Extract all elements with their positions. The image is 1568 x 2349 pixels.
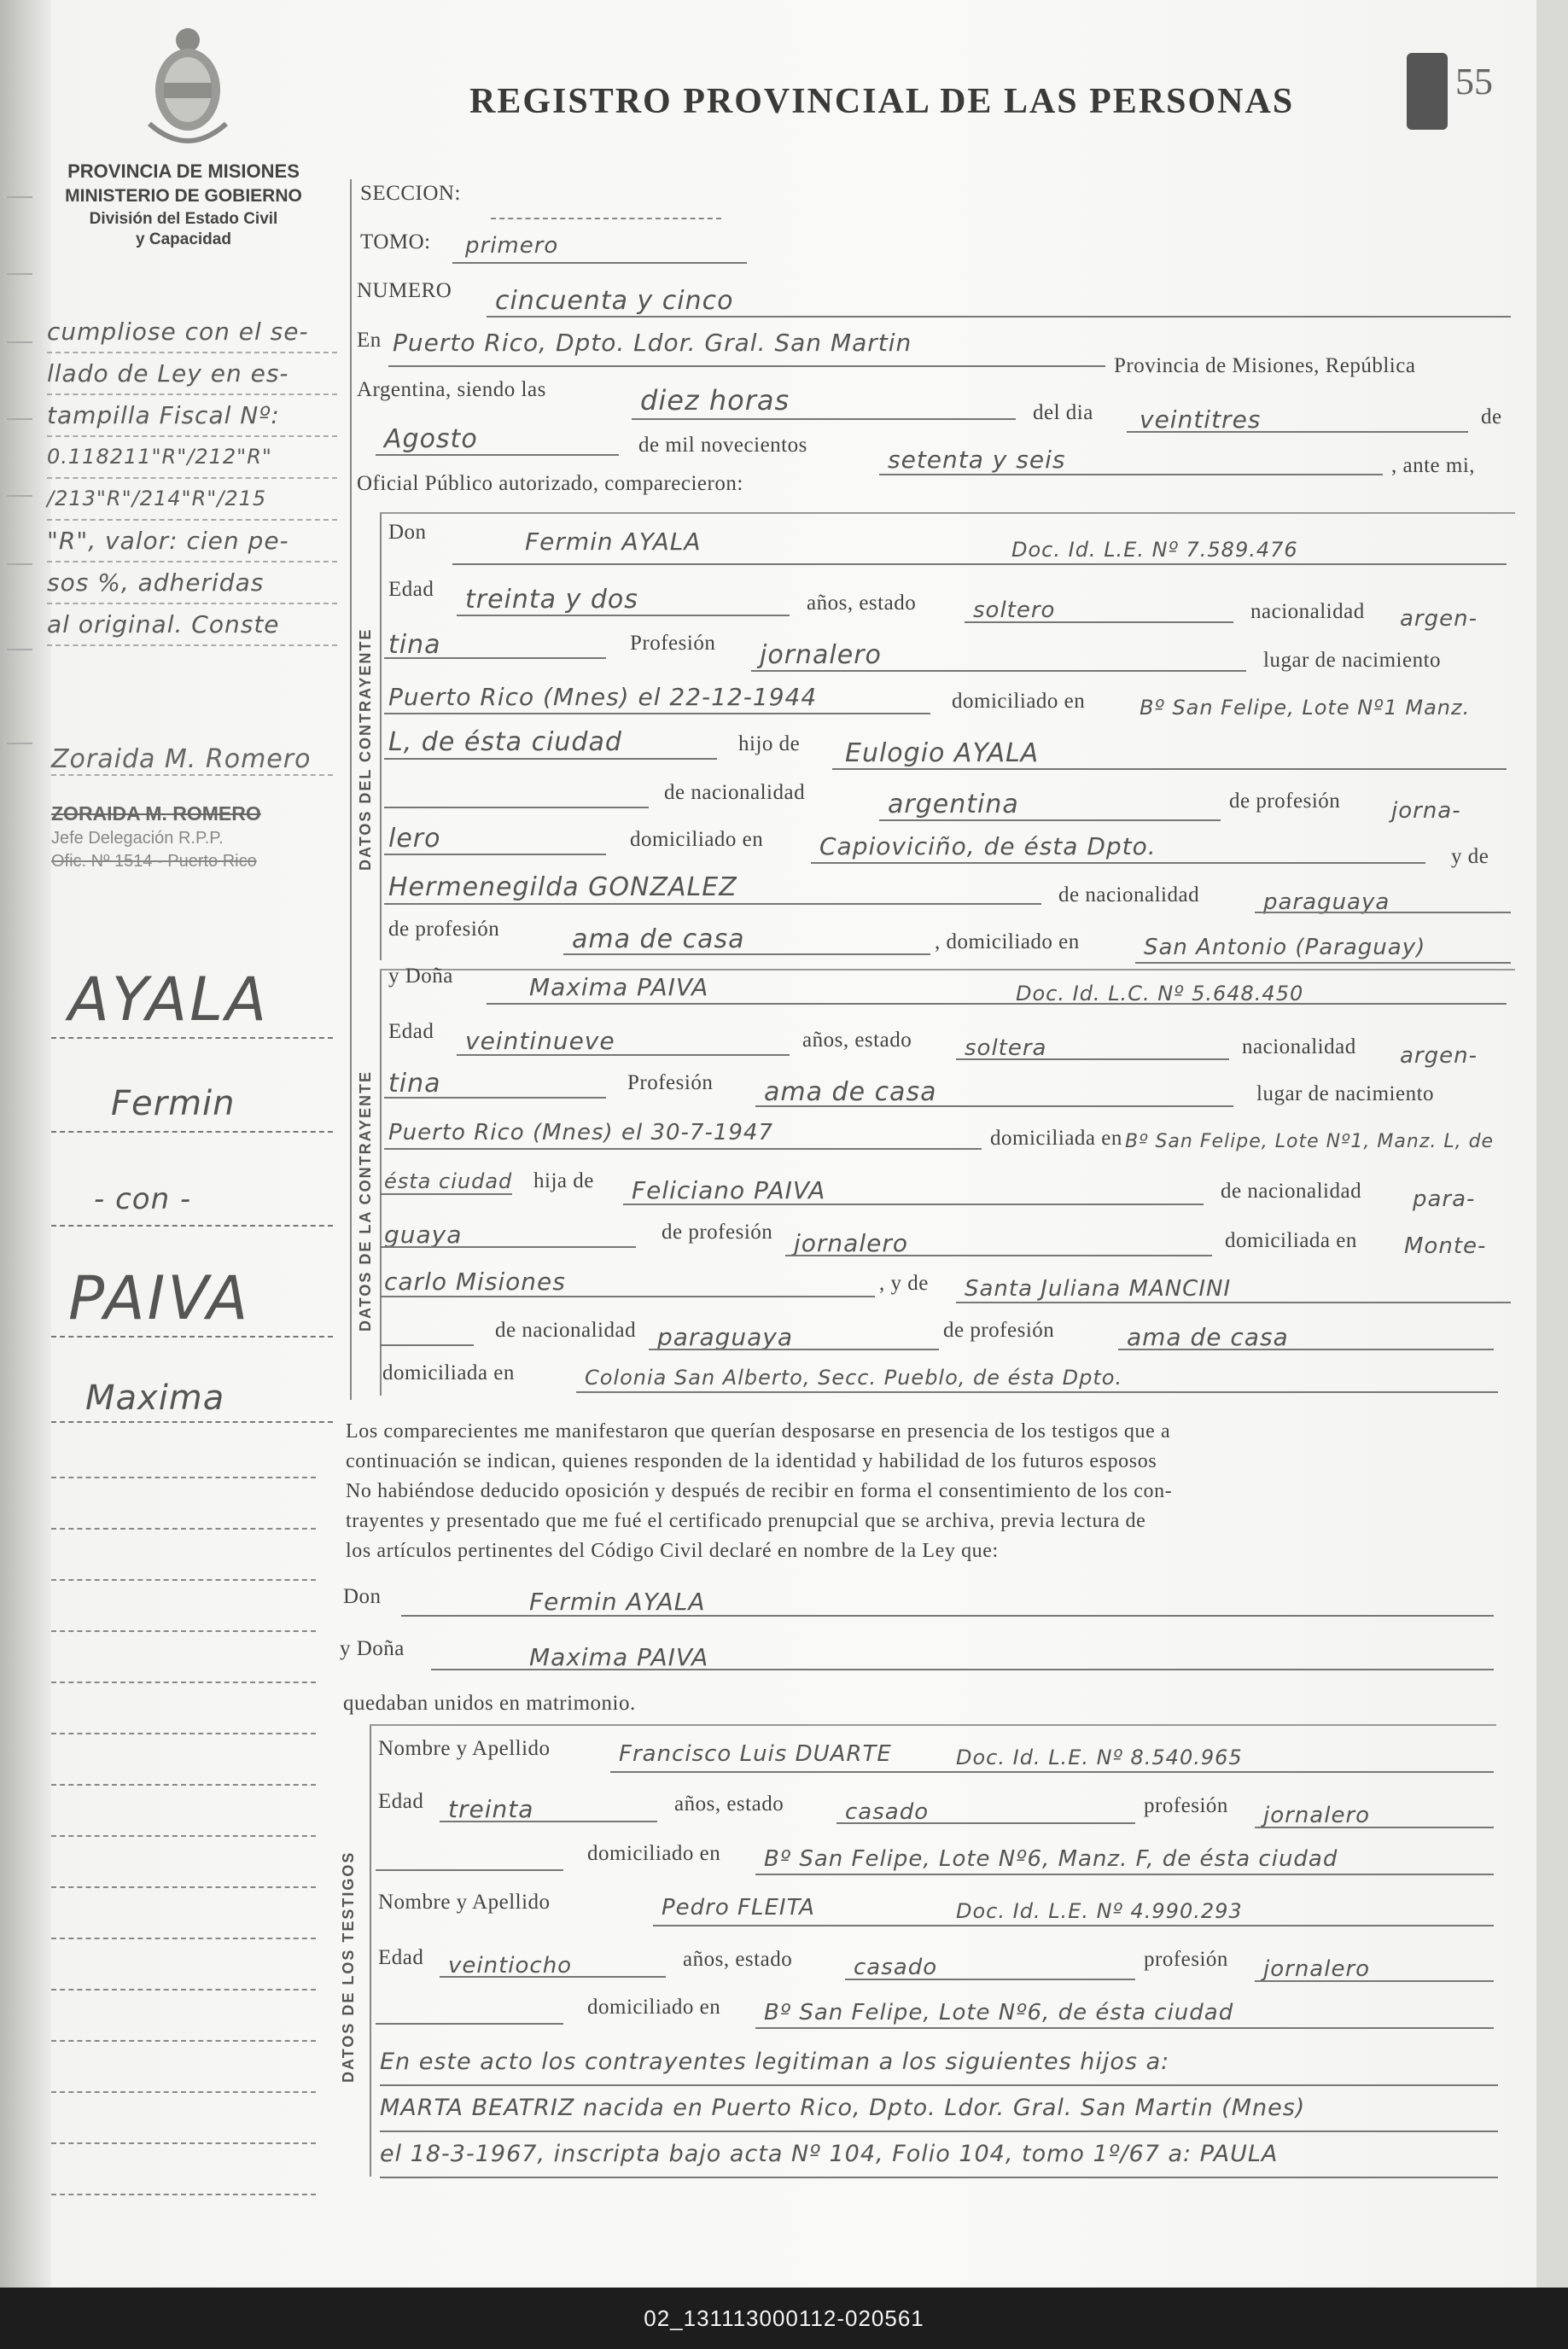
de-prof2-label: de profesión — [662, 1221, 773, 1244]
padre-dom-label: domiciliado en — [630, 828, 764, 851]
bride-birth: Puerto Rico (Mnes) el 30-7-1947 — [388, 1120, 774, 1145]
groom-mother-profession: ama de casa — [572, 924, 745, 954]
en-label: En — [357, 329, 382, 352]
section-label-contrayente: DATOS DEL CONTRAYENTE — [357, 627, 374, 871]
y-de-label: y de — [1451, 845, 1489, 868]
declaration-line: Los comparecientes me manifestaron que querían desposarse en presencia de los testigos que a — [346, 1420, 1171, 1443]
bride-nationality-b: tina — [388, 1069, 441, 1099]
anio-value: setenta y seis — [888, 446, 1066, 474]
argentina-text: Argentina, siendo las — [357, 378, 546, 401]
de-nac2-label: de nacionalidad — [1221, 1180, 1362, 1203]
tomo-label: TOMO: — [360, 230, 431, 254]
section-label-testigos: DATOS DE LOS TESTIGOS — [340, 1851, 357, 2083]
de-nac-label: de nacionalidad — [664, 781, 806, 804]
witness2-name: Pedro FLEITA — [662, 1895, 815, 1921]
padre-dom2-label: domiciliada en — [1225, 1229, 1357, 1252]
section-label-contrayenta: DATOS DE LA CONTRAYENTE — [357, 1070, 374, 1332]
groom-father-profession-a: jorna- — [1391, 798, 1461, 824]
groom-mother-address: San Antonio (Paraguay) — [1144, 935, 1426, 960]
provincia-text: Provincia de Misiones, República — [1114, 354, 1416, 377]
witness1-status: casado — [845, 1799, 930, 1825]
t2-estado-label: años, estado — [683, 1948, 793, 1971]
hora-value: diez horas — [640, 384, 790, 417]
witness2-status: casado — [854, 1955, 938, 1980]
ante-label: , ante mi, — [1391, 454, 1476, 477]
bride-father-profession: jornalero — [794, 1229, 908, 1257]
dona-label: y Doña — [388, 965, 453, 988]
hija-label: hija de — [533, 1169, 594, 1192]
margin-con: - con - — [94, 1182, 192, 1216]
margin-note-line: /213"R"/214"R"/215 — [47, 479, 337, 521]
de-label: de — [1481, 405, 1502, 428]
groom-mother-nationality: paraguaya — [1263, 889, 1390, 915]
bride-address-b: ésta ciudad — [384, 1169, 513, 1193]
page-title: REGISTRO PROVINCIAL DE LAS PERSONAS — [469, 82, 1295, 121]
t1-dom-label: domiciliado en — [587, 1842, 721, 1865]
margin-note-line: llado de Ley en es- — [47, 353, 337, 395]
margin-surname-2: PAIVA — [68, 1263, 251, 1333]
bride-mother-nationality: paraguaya — [657, 1323, 794, 1351]
witness2-age: veintiocho — [448, 1953, 573, 1979]
witness2-doc: Doc. Id. L.E. Nº 4.990.293 — [956, 1899, 1243, 1923]
bride-mother: Santa Juliana MANCINI — [965, 1276, 1232, 1302]
note-line: En este acto los contrayentes legitiman a los siguientes hijos a: — [380, 2040, 1498, 2086]
witness1-doc: Doc. Id. L.E. Nº 8.540.965 — [956, 1746, 1243, 1769]
edad-label: Edad — [388, 578, 434, 601]
profesion-label: Profesión — [630, 632, 716, 655]
bride-profession: ama de casa — [764, 1077, 937, 1107]
estado-label: años, estado — [807, 592, 917, 615]
bride-mother-address: Colonia San Alberto, Secc. Pueblo, de ésta Dpto. — [585, 1366, 1123, 1390]
bride-age: veintinueve — [465, 1027, 615, 1055]
decl-bride-name: Maxima PAIVA — [529, 1643, 709, 1671]
image-id-footer: 02_131113000112-020561 — [0, 2288, 1568, 2349]
witness1-age: treinta — [448, 1795, 534, 1823]
margin-note-line: al original. Conste — [47, 604, 337, 646]
t1-estado-label: años, estado — [674, 1792, 784, 1816]
lugar2-label: lugar de nacimiento — [1256, 1082, 1435, 1105]
en-value: Puerto Rico, Dpto. Ldor. Gral. San Martin — [393, 329, 912, 357]
t2-nombre-label: Nombre y Apellido — [378, 1891, 551, 1914]
bride-address-a: Bº San Felipe, Lote Nº1, Manz. L, de — [1125, 1131, 1495, 1152]
madre-dom2-label: domiciliada en — [382, 1361, 515, 1384]
bride-status: soltera — [965, 1035, 1047, 1061]
don-label: Don — [388, 521, 427, 544]
margin-given-1: Fermin — [111, 1084, 236, 1123]
stamp-line: Ofic. Nº 1514 - Puerto Rico — [51, 852, 257, 871]
margin-signature: Zoraida M. Romero — [51, 744, 333, 776]
groom-profession: jornalero — [760, 640, 882, 670]
declaration-line: los artículos pertinentes del Código Civil declaré en nombre de la Ley que: — [346, 1540, 999, 1562]
groom-mother: Hermenegilda GONZALEZ — [388, 872, 737, 902]
bride-nationality-a: argen- — [1400, 1043, 1478, 1069]
margin-surname-1: AYALA — [68, 965, 269, 1035]
edad2-label: Edad — [388, 1020, 434, 1043]
declaration-line: trayentes y presentado que me fué el certificado prenupcial que se archiva, previa lectura de — [346, 1510, 1146, 1532]
note-line: el 18-3-1967, inscripta bajo acta Nº 104, Folio 104, tomo 1º/67 a: PAULA — [380, 2132, 1498, 2178]
bride-father-address-b: carlo Misiones — [384, 1268, 566, 1296]
profesion2-label: Profesión — [627, 1071, 714, 1094]
page-edge-shadow — [0, 0, 51, 2288]
witness1-address: Bº San Felipe, Lote Nº6, Manz. F, de ésta ciudad — [764, 1846, 1338, 1872]
domiciliada-label: domiciliada en — [990, 1127, 1122, 1150]
note-line: MARTA BEATRIZ nacida en Puerto Rico, Dpto. Ldor. Gral. San Martin (Mnes) — [380, 2086, 1498, 2132]
groom-age: treinta y dos — [465, 585, 638, 615]
declaration-line: No habiéndose deducido oposición y después de recibir en forma el consentimiento de los con- — [346, 1480, 1173, 1502]
witness1-profession: jornalero — [1263, 1803, 1371, 1828]
margin-note-line: "R", valor: cien pe- — [47, 521, 337, 562]
dia-value: veintitres — [1140, 405, 1262, 434]
mil-label: de mil novecientos — [638, 434, 807, 457]
estado2-label: años, estado — [802, 1029, 912, 1052]
decl-don-label: Don — [343, 1585, 382, 1608]
margin-given-2: Maxima — [85, 1379, 225, 1418]
numero-label: NUMERO — [357, 279, 452, 302]
groom-father-profession-b: lero — [388, 824, 441, 854]
groom-doc: Doc. Id. L.E. Nº 7.589.476 — [1011, 538, 1298, 562]
madre-nac2-label: de nacionalidad — [495, 1319, 637, 1342]
margin-note-line: sos %, adheridas — [47, 562, 337, 604]
groom-father-nationality: argentina — [888, 790, 1019, 819]
t2-edad-label: Edad — [378, 1946, 424, 1969]
page-tab-mark — [1407, 53, 1448, 130]
t1-edad-label: Edad — [378, 1790, 424, 1813]
groom-nationality-a: argen- — [1400, 606, 1478, 632]
agency-line-2: MINISTERIO DE GOBIERNO — [65, 186, 302, 206]
decl-dona-label: y Doña — [340, 1637, 405, 1660]
witness1-name: Francisco Luis DUARTE — [619, 1741, 892, 1767]
oficial-text: Oficial Público autorizado, comparecieron: — [357, 472, 743, 495]
coat-of-arms-icon — [141, 21, 235, 154]
madre-prof-label: de profesión — [388, 918, 500, 941]
madre-prof2-label: de profesión — [943, 1319, 1055, 1342]
groom-nationality-b: tina — [388, 630, 441, 660]
t1-prof-label: profesión — [1144, 1794, 1228, 1817]
bride-father-nationality-a: para- — [1413, 1186, 1476, 1212]
legitimation-note — [380, 2040, 1498, 2178]
witness2-profession: jornalero — [1263, 1956, 1371, 1982]
hijo-label: hijo de — [738, 732, 801, 755]
groom-status: soltero — [973, 597, 1056, 623]
t2-dom-label: domiciliado en — [587, 1996, 721, 2019]
groom-father: Eulogio AYALA — [845, 738, 1040, 768]
declaration-line: continuación se indican, quienes responden de la identidad y habilidad de los futuros esposos — [346, 1450, 1157, 1472]
domiciliado-label: domiciliado en — [952, 690, 1086, 713]
bride-father-nationality-b: guaya — [384, 1221, 463, 1249]
agency-line-3: División del Estado Civil — [89, 210, 278, 228]
tomo-value: primero — [465, 233, 559, 259]
bride-name: Maxima PAIVA — [529, 973, 709, 1001]
nac2-label: nacionalidad — [1242, 1035, 1356, 1058]
bride-doc: Doc. Id. L.C. Nº 5.648.450 — [1016, 982, 1304, 1005]
de-prof-label: de profesión — [1229, 790, 1341, 813]
groom-father-address: Capioviciño, de ésta Dpto. — [819, 832, 1157, 860]
margin-note-line: 0.118211"R"/212"R" — [47, 437, 337, 479]
madre-nac-label: de nacionalidad — [1058, 883, 1200, 906]
numero-value: cincuenta y cinco — [495, 286, 734, 316]
y-de2-label: , y de — [879, 1272, 929, 1295]
seccion-label: SECCION: — [360, 182, 461, 205]
mes-value: Agosto — [384, 424, 478, 454]
groom-address-a: Bº San Felipe, Lote Nº1 Manz. — [1140, 696, 1471, 720]
bride-father: Feliciano PAIVA — [632, 1176, 826, 1204]
t1-nombre-label: Nombre y Apellido — [378, 1737, 551, 1760]
groom-name: Fermin AYALA — [525, 528, 702, 556]
groom-birth: Puerto Rico (Mnes) el 22-12-1944 — [388, 683, 818, 711]
decl-groom-name: Fermin AYALA — [529, 1588, 706, 1616]
bride-father-address-a: Monte- — [1404, 1233, 1487, 1259]
t2-prof-label: profesión — [1144, 1948, 1228, 1971]
page-number: 55 — [1455, 61, 1493, 102]
stamp-name: ZORAIDA M. ROMERO — [51, 802, 261, 825]
groom-address-b: L, de ésta ciudad — [388, 727, 622, 757]
bride-mother-profession: ama de casa — [1127, 1323, 1289, 1351]
stamp-line: Jefe Delegación R.P.P. — [51, 829, 224, 848]
margin-note-line: tampilla Fiscal Nº: — [47, 395, 337, 437]
del-dia-label: del dia — [1033, 401, 1093, 424]
unidos-text: quedaban unidos en matrimonio. — [343, 1692, 636, 1715]
agency-line-4: y Capacidad — [136, 230, 231, 248]
agency-line-1: PROVINCIA DE MISIONES — [67, 160, 300, 182]
nac-label: nacionalidad — [1250, 600, 1365, 623]
madre-dom-label: , domiciliado en — [935, 930, 1080, 953]
lugar-label: lugar de nacimiento — [1263, 649, 1442, 672]
margin-note-line: cumpliose con el se- — [47, 312, 337, 353]
witness2-address: Bº San Felipe, Lote Nº6, de ésta ciudad — [764, 2000, 1234, 2026]
